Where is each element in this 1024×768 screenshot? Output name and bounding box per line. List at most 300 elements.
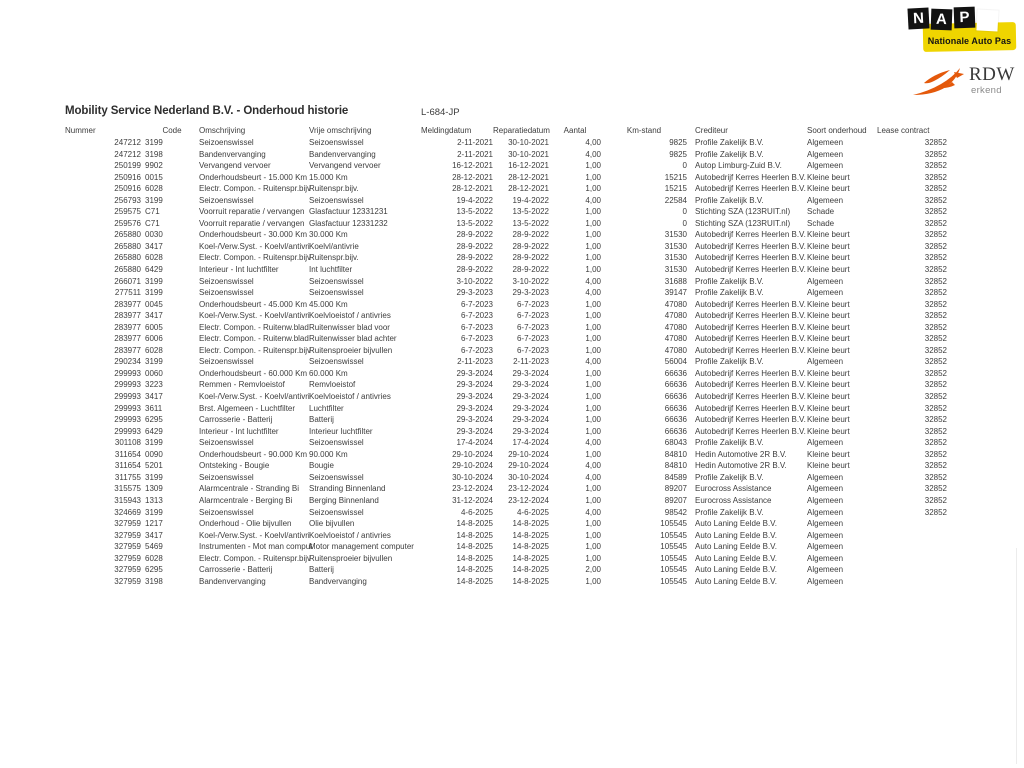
crediteur-cell: Autobedrijf Kerres Heerlen B.V. [695, 241, 806, 251]
reparatiedatum-cell: 17-4-2024 [512, 438, 549, 448]
meldingdatum-cell: 14-8-2025 [456, 553, 493, 563]
omschrijving-cell: Electr. Compon. - Ruitenspr.bijv [199, 553, 312, 563]
meldingdatum-cell: 29-3-2024 [456, 392, 493, 402]
aantal-cell: 4,00 [585, 195, 601, 205]
crediteur-cell: Autobedrijf Kerres Heerlen B.V. [695, 322, 806, 332]
aantal-cell: 1,00 [585, 415, 601, 425]
reparatiedatum-cell: 4-6-2025 [516, 507, 549, 517]
code-cell: 6028 [145, 345, 163, 355]
soort-onderhoud-cell: Algemeen [807, 149, 844, 159]
lease-contract-cell: 32852 [924, 299, 947, 309]
omschrijving-cell: Remmen - Remvloeistof [199, 380, 285, 390]
lease-contract-cell: 32852 [924, 507, 947, 517]
meldingdatum-cell: 28-9-2022 [456, 265, 493, 275]
meldingdatum-cell: 29-10-2024 [452, 461, 493, 471]
vrije-omschrijving-cell: Glasfactuur 12331231 [309, 207, 388, 217]
nummer-cell: 256793 [114, 195, 141, 205]
km-stand-cell: 66636 [664, 426, 687, 436]
vrije-omschrijving-cell: Seizoenswissel [309, 138, 364, 147]
reparatiedatum-cell: 29-3-2024 [512, 380, 549, 390]
reparatiedatum-cell: 6-7-2023 [516, 322, 549, 332]
table-row [65, 310, 947, 322]
reparatiedatum-cell: 28-9-2022 [512, 241, 549, 251]
reparatiedatum-cell: 28-12-2021 [508, 184, 549, 194]
col-header-code: Code [162, 126, 182, 135]
soort-onderhoud-cell: Algemeen [807, 576, 844, 586]
meldingdatum-cell: 29-3-2024 [456, 403, 493, 413]
reparatiedatum-cell: 6-7-2023 [516, 345, 549, 355]
meldingdatum-cell: 29-3-2023 [456, 288, 493, 298]
soort-onderhoud-cell: Kleine beurt [807, 380, 850, 390]
crediteur-cell: Autobedrijf Kerres Heerlen B.V. [695, 172, 806, 182]
crediteur-cell: Autobedrijf Kerres Heerlen B.V. [695, 184, 806, 194]
km-stand-cell: 9825 [669, 138, 687, 147]
km-stand-cell: 0 [682, 161, 687, 171]
omschrijving-cell: Voorruit reparatie / vervangen [199, 207, 305, 217]
aantal-cell: 1,00 [585, 530, 601, 540]
table-row [65, 356, 947, 368]
reparatiedatum-cell: 23-12-2024 [508, 495, 549, 505]
nummer-cell: 324669 [114, 507, 141, 517]
table-row [65, 368, 947, 380]
aantal-cell: 1,00 [585, 311, 601, 321]
nummer-cell: 247212 [114, 138, 141, 147]
vrije-omschrijving-cell: Int luchtfilter [309, 265, 353, 275]
code-cell: 1217 [145, 519, 163, 529]
crediteur-cell: Autobedrijf Kerres Heerlen B.V. [695, 334, 806, 344]
omschrijving-cell: Bandenvervanging [199, 149, 266, 159]
crediteur-cell: Autop Limburg-Zuid B.V. [695, 161, 782, 171]
nummer-cell: 250916 [114, 172, 141, 182]
nummer-cell: 283977 [114, 345, 141, 355]
aantal-cell: 1,00 [585, 253, 601, 263]
crediteur-cell: Autobedrijf Kerres Heerlen B.V. [695, 403, 806, 413]
omschrijving-cell: Koel-/Verw.Syst. - Koelvl/antivri [199, 241, 310, 251]
aantal-cell: 1,00 [585, 184, 601, 194]
reparatiedatum-cell: 30-10-2021 [508, 138, 549, 147]
crediteur-cell: Autobedrijf Kerres Heerlen B.V. [695, 230, 806, 240]
table-row [65, 195, 947, 207]
omschrijving-cell: Instrumenten - Mot man comput [199, 542, 313, 552]
reparatiedatum-cell: 28-9-2022 [512, 253, 549, 263]
lease-contract-cell: 32852 [924, 426, 947, 436]
crediteur-cell: Autobedrijf Kerres Heerlen B.V. [695, 299, 806, 309]
table-row [65, 172, 947, 184]
crediteur-cell: Autobedrijf Kerres Heerlen B.V. [695, 253, 806, 263]
soort-onderhoud-cell: Algemeen [807, 530, 844, 540]
meldingdatum-cell: 29-3-2024 [456, 380, 493, 390]
soort-onderhoud-cell: Kleine beurt [807, 345, 850, 355]
aantal-cell: 1,00 [585, 368, 601, 378]
lease-contract-cell: 32852 [924, 438, 947, 448]
table-row [65, 495, 947, 507]
aantal-cell: 1,00 [585, 218, 601, 228]
meldingdatum-cell: 14-8-2025 [456, 519, 493, 529]
aantal-cell: 1,00 [585, 542, 601, 552]
crediteur-cell: Auto Laning Eelde B.V. [695, 565, 777, 575]
lease-contract-cell: 32852 [924, 495, 947, 505]
omschrijving-cell: Seizoenswissel [199, 357, 254, 367]
aantal-cell: 1,00 [585, 553, 601, 563]
vrije-omschrijving-cell: Seizoenswissel [309, 288, 364, 298]
soort-onderhoud-cell: Kleine beurt [807, 322, 850, 332]
crediteur-cell: Profile Zakelijk B.V. [695, 276, 764, 286]
reparatiedatum-cell: 14-8-2025 [512, 565, 549, 575]
vrije-omschrijving-cell: Seizoenswissel [309, 472, 364, 482]
meldingdatum-cell: 3-10-2022 [456, 276, 493, 286]
soort-onderhoud-cell: Kleine beurt [807, 392, 850, 402]
km-stand-cell: 84589 [664, 472, 687, 482]
vrije-omschrijving-cell: Glasfactuur 12331232 [309, 218, 388, 228]
lease-contract-cell: 32852 [924, 172, 947, 182]
nummer-cell: 327959 [114, 542, 141, 552]
table-row [65, 414, 947, 426]
vrije-omschrijving-cell: Koelvloeistof / antivries [309, 530, 391, 540]
nummer-cell: 327959 [114, 565, 141, 575]
km-stand-cell: 68043 [664, 438, 687, 448]
table-row [65, 218, 947, 230]
crediteur-cell: Profile Zakelijk B.V. [695, 288, 764, 298]
crediteur-cell: Hedin Automotive 2R B.V. [695, 449, 787, 459]
nummer-cell: 327959 [114, 553, 141, 563]
vrije-omschrijving-cell: Remvloeistof [309, 380, 356, 390]
lease-contract-cell: 32852 [924, 207, 947, 217]
km-stand-cell: 47080 [664, 345, 687, 355]
meldingdatum-cell: 16-12-2021 [452, 161, 493, 171]
code-cell: 6429 [145, 265, 163, 275]
reparatiedatum-cell: 3-10-2022 [512, 276, 549, 286]
omschrijving-cell: Alarmcentrale - Stranding Bi [199, 484, 300, 494]
col-header-lease-contract: Lease contract [877, 126, 930, 135]
omschrijving-cell: Seizoenswissel [199, 288, 254, 298]
km-stand-cell: 56004 [664, 357, 687, 367]
nummer-cell: 283977 [114, 334, 141, 344]
soort-onderhoud-cell: Kleine beurt [807, 461, 850, 471]
code-cell: 6028 [145, 553, 163, 563]
nummer-cell: 311654 [114, 461, 141, 471]
reparatiedatum-cell: 28-9-2022 [512, 230, 549, 240]
rdw-erkend-label: erkend [971, 85, 1002, 96]
nap-caption: Nationale Auto Pas [927, 36, 1012, 46]
table-row [65, 541, 947, 553]
meldingdatum-cell: 14-8-2025 [456, 565, 493, 575]
col-header-meldingdatum: Meldingdatum [421, 126, 472, 135]
code-cell: 6028 [145, 253, 163, 263]
aantal-cell: 1,00 [585, 380, 601, 390]
crediteur-cell: Stichting SZA (123RUIT.nl) [695, 218, 791, 228]
km-stand-cell: 105545 [660, 542, 687, 552]
code-cell: 3199 [145, 288, 163, 298]
omschrijving-cell: Alarmcentrale - Berging Bi [199, 495, 293, 505]
lease-contract-cell: 32852 [924, 322, 947, 332]
km-stand-cell: 47080 [664, 311, 687, 321]
nummer-cell: 259575 [114, 207, 141, 217]
code-cell: 3198 [145, 576, 163, 586]
vrije-omschrijving-cell: Batterij [309, 415, 334, 425]
km-stand-cell: 47080 [664, 322, 687, 332]
code-cell: 3417 [145, 392, 163, 402]
aantal-cell: 1,00 [585, 484, 601, 494]
km-stand-cell: 0 [682, 218, 687, 228]
km-stand-cell: 84810 [664, 461, 687, 471]
soort-onderhoud-cell: Algemeen [807, 138, 844, 147]
meldingdatum-cell: 23-12-2024 [452, 484, 493, 494]
crediteur-cell: Hedin Automotive 2R B.V. [695, 461, 787, 471]
km-stand-cell: 105545 [660, 519, 687, 529]
vrije-omschrijving-cell: Bougie [309, 461, 334, 471]
soort-onderhoud-cell: Schade [807, 207, 835, 217]
table-row [65, 507, 947, 519]
nummer-cell: 247212 [114, 149, 141, 159]
vrije-omschrijving-cell: Vervangend vervoer [309, 161, 381, 171]
nummer-cell: 277511 [114, 288, 141, 298]
meldingdatum-cell: 19-4-2022 [456, 195, 493, 205]
lease-contract-cell: 32852 [924, 472, 947, 482]
table-row [65, 391, 947, 403]
table-row [65, 137, 947, 149]
meldingdatum-cell: 2-11-2021 [457, 149, 493, 159]
crediteur-cell: Profile Zakelijk B.V. [695, 357, 764, 367]
table-row [65, 437, 947, 449]
soort-onderhoud-cell: Algemeen [807, 195, 844, 205]
table-row [65, 183, 947, 195]
table-row [65, 576, 947, 588]
omschrijving-cell: Bandenvervanging [199, 576, 266, 586]
meldingdatum-cell: 28-9-2022 [456, 230, 493, 240]
meldingdatum-cell: 14-8-2025 [456, 576, 493, 586]
vrije-omschrijving-cell: Seizoenswissel [309, 438, 364, 448]
soort-onderhoud-cell: Kleine beurt [807, 449, 850, 459]
aantal-cell: 1,00 [585, 403, 601, 413]
crediteur-cell: Autobedrijf Kerres Heerlen B.V. [695, 426, 806, 436]
aantal-cell: 1,00 [585, 334, 601, 344]
lease-contract-cell [877, 576, 947, 588]
soort-onderhoud-cell: Algemeen [807, 542, 844, 552]
omschrijving-cell: Brst. Algemeen - Luchtfilter [199, 403, 296, 413]
omschrijving-cell: Electr. Compon. - Ruitenw.blad [199, 322, 309, 332]
meldingdatum-cell: 29-3-2024 [456, 415, 493, 425]
lease-contract-cell: 32852 [924, 253, 947, 263]
omschrijving-cell: Electr. Compon. - Ruitenspr.bijv [199, 345, 312, 355]
col-header-nummer: Nummer [65, 126, 96, 135]
crediteur-cell: Autobedrijf Kerres Heerlen B.V. [695, 311, 806, 321]
soort-onderhoud-cell: Algemeen [807, 565, 844, 575]
meldingdatum-cell: 2-11-2021 [457, 138, 493, 147]
table-row [65, 160, 947, 172]
crediteur-cell: Auto Laning Eelde B.V. [695, 542, 777, 552]
soort-onderhoud-cell: Kleine beurt [807, 299, 850, 309]
vrije-omschrijving-cell: Ruitenwisser blad achter [309, 334, 397, 344]
aantal-cell: 4,00 [585, 288, 601, 298]
col-header-crediteur: Crediteur [695, 126, 728, 135]
crediteur-cell: Profile Zakelijk B.V. [695, 195, 764, 205]
km-stand-cell: 31530 [664, 241, 687, 251]
meldingdatum-cell: 30-10-2024 [452, 472, 493, 482]
table-row [65, 483, 947, 495]
soort-onderhoud-cell: Algemeen [807, 495, 844, 505]
nummer-cell: 283977 [114, 322, 141, 332]
nummer-cell: 283977 [114, 311, 141, 321]
crediteur-cell: Profile Zakelijk B.V. [695, 438, 764, 448]
crediteur-cell: Auto Laning Eelde B.V. [695, 519, 777, 529]
km-stand-cell: 9825 [669, 149, 687, 159]
crediteur-cell: Autobedrijf Kerres Heerlen B.V. [695, 380, 806, 390]
vrije-omschrijving-cell: Bandenvervanging [309, 149, 376, 159]
code-cell: C71 [145, 218, 160, 228]
reparatiedatum-cell: 29-3-2024 [512, 415, 549, 425]
nummer-cell: 299993 [114, 426, 141, 436]
km-stand-cell: 47080 [664, 299, 687, 309]
omschrijving-cell: Onderhoudsbeurt - 30.000 Km [199, 230, 308, 240]
nummer-cell: 250199 [114, 161, 141, 171]
soort-onderhoud-cell: Algemeen [807, 472, 844, 482]
aantal-cell: 1,00 [585, 345, 601, 355]
meldingdatum-cell: 28-12-2021 [452, 172, 493, 182]
reparatiedatum-cell: 28-9-2022 [512, 265, 549, 275]
reparatiedatum-cell: 23-12-2024 [508, 484, 549, 494]
table-row [65, 206, 947, 218]
reparatiedatum-cell: 6-7-2023 [516, 299, 549, 309]
km-stand-cell: 84810 [664, 449, 687, 459]
reparatiedatum-cell: 14-8-2025 [512, 530, 549, 540]
soort-onderhoud-cell: Kleine beurt [807, 415, 850, 425]
reparatiedatum-cell: 6-7-2023 [516, 311, 549, 321]
table-row [65, 264, 947, 276]
reparatiedatum-cell: 29-10-2024 [508, 449, 549, 459]
reparatiedatum-cell: 2-11-2023 [513, 357, 549, 367]
vrije-omschrijving-cell: 60.000 Km [309, 368, 348, 378]
soort-onderhoud-cell: Kleine beurt [807, 368, 850, 378]
soort-onderhoud-cell: Algemeen [807, 276, 844, 286]
km-stand-cell: 89207 [664, 484, 687, 494]
soort-onderhoud-cell: Kleine beurt [807, 311, 850, 321]
lease-contract-cell: 32852 [924, 334, 947, 344]
table-row [65, 449, 947, 461]
soort-onderhoud-cell: Kleine beurt [807, 241, 850, 251]
crediteur-cell: Stichting SZA (123RUIT.nl) [695, 207, 791, 217]
code-cell: 3417 [145, 311, 163, 321]
omschrijving-cell: Onderhoudsbeurt - 15.000 Km [199, 172, 308, 182]
code-cell: 3199 [145, 357, 163, 367]
nummer-cell: 327959 [114, 530, 141, 540]
nap-blank-square [976, 9, 998, 31]
table-row [65, 472, 947, 484]
meldingdatum-cell: 6-7-2023 [460, 334, 493, 344]
nummer-cell: 299993 [114, 368, 141, 378]
omschrijving-cell: Seizoenswissel [199, 507, 254, 517]
lease-contract-cell [877, 541, 947, 553]
meldingdatum-cell: 4-6-2025 [460, 507, 493, 517]
table-row [65, 252, 947, 264]
omschrijving-cell: Seizoenswissel [199, 276, 254, 286]
omschrijving-cell: Electr. Compon. - Ruitenspr.bijv [199, 184, 312, 194]
crediteur-cell: Auto Laning Eelde B.V. [695, 576, 777, 586]
lease-contract-cell: 32852 [924, 311, 947, 321]
crediteur-cell: Autobedrijf Kerres Heerlen B.V. [695, 392, 806, 402]
soort-onderhoud-cell: Kleine beurt [807, 230, 850, 240]
reparatiedatum-cell: 13-5-2022 [512, 207, 549, 217]
nummer-cell: 311755 [114, 472, 141, 482]
km-stand-cell: 0 [682, 207, 687, 217]
meldingdatum-cell: 31-12-2024 [452, 495, 493, 505]
km-stand-cell: 98542 [664, 507, 687, 517]
reparatiedatum-cell: 6-7-2023 [516, 334, 549, 344]
omschrijving-cell: Onderhoudsbeurt - 60.000 Km [199, 368, 308, 378]
aantal-cell: 1,00 [585, 241, 601, 251]
soort-onderhoud-cell: Schade [807, 218, 835, 228]
nummer-cell: 299993 [114, 403, 141, 413]
lease-contract-cell: 32852 [924, 449, 947, 459]
crediteur-cell: Profile Zakelijk B.V. [695, 149, 764, 159]
soort-onderhoud-cell: Algemeen [807, 507, 844, 517]
omschrijving-cell: Carrosserie - Batterij [199, 565, 273, 575]
code-cell: 0090 [145, 449, 163, 459]
km-stand-cell: 105545 [660, 553, 687, 563]
lease-contract-cell [877, 530, 947, 542]
table-row [65, 379, 947, 391]
lease-contract-cell [877, 518, 947, 530]
lease-contract-cell: 32852 [924, 368, 947, 378]
code-cell: 5201 [145, 461, 163, 471]
license-plate: L-684-JP [421, 107, 460, 118]
omschrijving-cell: Onderhoud - Olie bijvullen [199, 519, 292, 529]
km-stand-cell: 66636 [664, 415, 687, 425]
omschrijving-cell: Seizoenswissel [199, 472, 254, 482]
reparatiedatum-cell: 29-3-2024 [512, 392, 549, 402]
omschrijving-cell: Koel-/Verw.Syst. - Koelvl/antivri [199, 311, 310, 321]
code-cell: 1309 [145, 484, 163, 494]
code-cell: 6429 [145, 426, 163, 436]
vrije-omschrijving-cell: 90.000 Km [309, 449, 348, 459]
code-cell: 3223 [145, 380, 163, 390]
lease-contract-cell: 32852 [924, 184, 947, 194]
meldingdatum-cell: 28-9-2022 [456, 241, 493, 251]
meldingdatum-cell: 14-8-2025 [456, 542, 493, 552]
vrije-omschrijving-cell: Seizoenswissel [309, 507, 364, 517]
soort-onderhoud-cell: Kleine beurt [807, 253, 850, 263]
km-stand-cell: 66636 [664, 403, 687, 413]
km-stand-cell: 31530 [664, 265, 687, 275]
nummer-cell: 327959 [114, 519, 141, 529]
omschrijving-cell: Carrosserie - Batterij [199, 415, 273, 425]
reparatiedatum-cell: 29-3-2024 [512, 426, 549, 436]
meldingdatum-cell: 13-5-2022 [456, 218, 493, 228]
code-cell: 3199 [145, 472, 163, 482]
soort-onderhoud-cell: Kleine beurt [807, 403, 850, 413]
vrije-omschrijving-cell: Interieur luchtfilter [309, 426, 373, 436]
nap-logo [908, 7, 1018, 52]
table-body [65, 137, 947, 587]
meldingdatum-cell: 17-4-2024 [456, 438, 493, 448]
lease-contract-cell: 32852 [924, 392, 947, 402]
table-row [65, 426, 947, 438]
reparatiedatum-cell: 16-12-2021 [508, 161, 549, 171]
nummer-cell: 265880 [114, 265, 141, 275]
meldingdatum-cell: 6-7-2023 [460, 299, 493, 309]
soort-onderhoud-cell: Algemeen [807, 484, 844, 494]
aantal-cell: 2,00 [585, 565, 601, 575]
vrije-omschrijving-cell: 15.000 Km [309, 172, 348, 182]
meldingdatum-cell: 6-7-2023 [460, 311, 493, 321]
soort-onderhoud-cell: Algemeen [807, 161, 844, 171]
vrije-omschrijving-cell: Ruitenspr.bijv. [309, 184, 359, 194]
aantal-cell: 4,00 [585, 357, 601, 367]
lease-contract-cell: 32852 [924, 265, 947, 275]
table-row [65, 403, 947, 415]
reparatiedatum-cell: 29-3-2024 [512, 368, 549, 378]
lease-contract-cell: 32852 [924, 230, 947, 240]
soort-onderhoud-cell: Kleine beurt [807, 184, 850, 194]
